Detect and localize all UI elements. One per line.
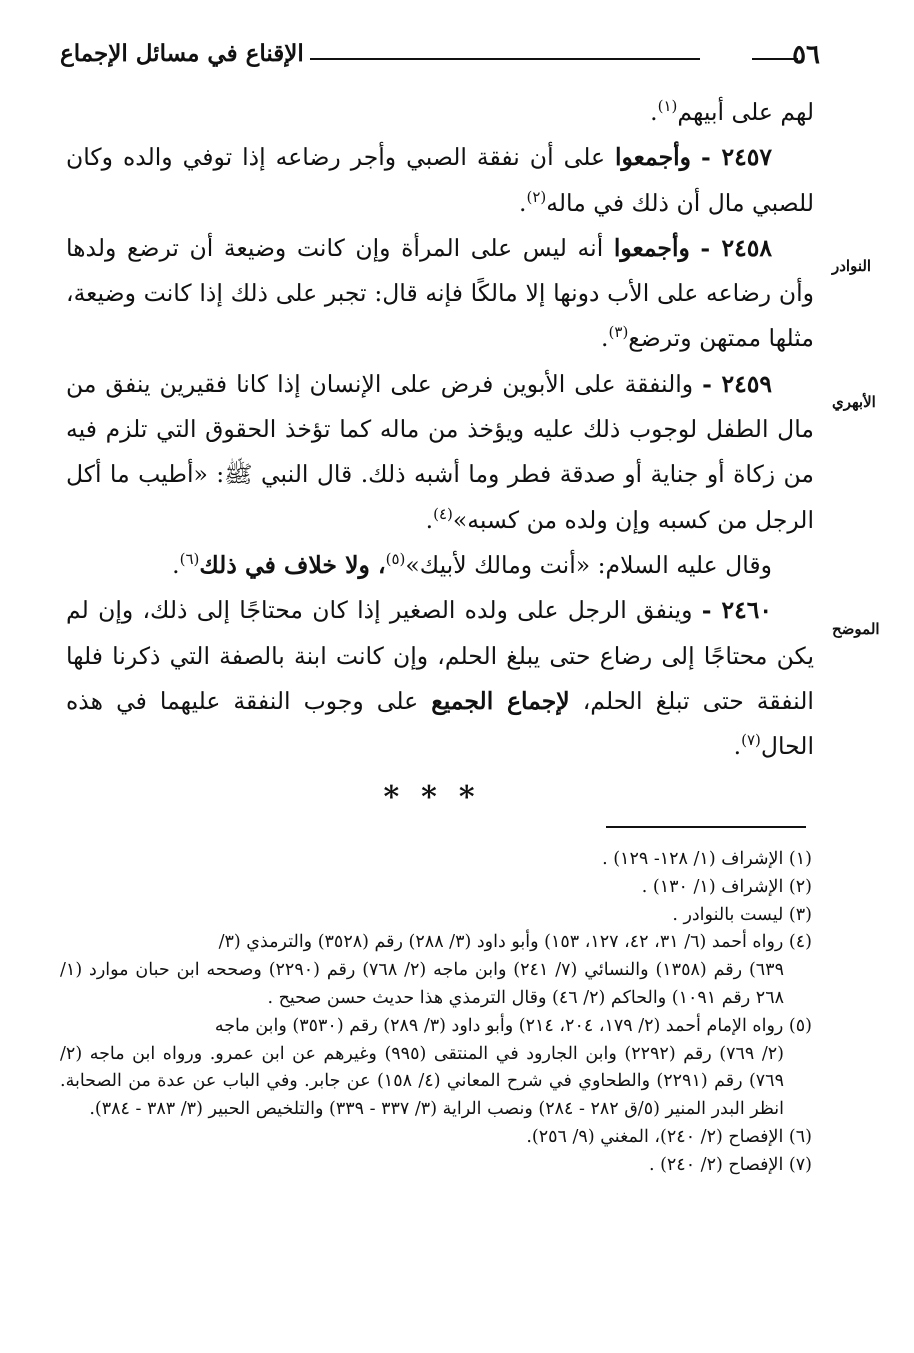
- paragraph-2459: [66, 362, 814, 543]
- footnote-4-continued: ٦٣٩) رقم (١٣٥٨) والنسائي (٧/ ٢٤١) وابن ماجه (٢/ ٧٦٨) رقم (٢٢٩٠) وصححه ابن حبان موارد (١/ ٢٦٨ رقم ١٠٩١) والحاكم (٢/ ٤٦) وقال الترمذي هذا حديث حسن صحيح .: [60, 960, 784, 1008]
- footnote-7: (٧) الإفصاح (٢/ ٢٤٠) .: [648, 1154, 812, 1175]
- footnote-6: (٦) الإفصاح (٢/ ٢٤٠)، المغني (٩/ ٢٥٦).: [526, 1126, 812, 1147]
- footnote-ref: (٢): [526, 187, 547, 206]
- footnote-5: (٥) رواه الإمام أحمد (٢/ ١٧٩، ٢٠٤، ٢١٤) وأبو داود (٣/ ٢٨٩) رقم (٣٥٣٠) وابن ماجه: [214, 1015, 812, 1036]
- paragraph-continuation: [66, 90, 814, 135]
- bold-text: لإجماع الجميع: [431, 686, 570, 715]
- lead-word: وأجمعوا: [613, 233, 690, 262]
- footnote-ref: (٥): [385, 550, 406, 569]
- footnotes: [60, 846, 812, 1180]
- period: .: [650, 98, 658, 126]
- margin-label-abhari: الأبهري: [832, 393, 876, 411]
- paragraph-text: وينفق الرجل على ولده الصغير إذا كان محتاجًا إلى ذلك، وإن لم يكن محتاجًا إلى رضاع حتى يبلغ الحلم، وإن كانت ابنة بالصفة التي ذكرنا فلها النفقة حتى تبلغ الحلم،: [66, 596, 814, 715]
- header-rule-short: [752, 58, 798, 60]
- margin-label-mudih: الموضح: [832, 620, 880, 638]
- margin-label-nawadir: النوادر: [832, 257, 872, 275]
- paragraph-2457: [66, 135, 814, 226]
- footnote-3: (٣) ليست بالنوادر .: [672, 904, 812, 925]
- bold-text: ، ولا خلاف في ذلك: [199, 550, 386, 579]
- footnote-ref: (٣): [608, 323, 629, 342]
- footnote-ref: (٧): [741, 731, 761, 750]
- footnote-ref: (٤): [433, 504, 453, 523]
- paragraph-2458: [66, 226, 814, 362]
- period: .: [601, 324, 609, 353]
- paragraph-text: والنفقة على الأبوين فرض على الإنسان إذا كانا فقيرين ينفق من مال الطفل لوجوب ذلك عليه ويؤخذ من ماله كما تؤخذ الحقوق التي تلزم فيه من زكاة أو جناية أو صدقة فطر وما أشبه ذلك. قال النبي ﷺ: «أطيب ما أكل الرجل من كسبه وإن ولده من كسبه»: [66, 369, 814, 534]
- section-divider-stars: ***: [383, 780, 497, 816]
- period: .: [733, 732, 742, 761]
- running-title: الإقناع في مسائل الإجماع: [60, 40, 304, 67]
- entry-number: ٢٤٥٨ -: [700, 233, 772, 262]
- paragraph-text: لهم على أبيهم: [677, 98, 814, 126]
- page-number: ٥٦: [792, 40, 820, 70]
- footnote-4: (٤) رواه أحمد (٦/ ٣١، ٤٢، ١٢٧، ١٥٣) وأبو داود (٣/ ٢٨٨) رقم (٣٥٢٨) والترمذي (٣/: [218, 932, 812, 953]
- footnote-separator: [606, 826, 806, 828]
- page-header: [60, 36, 820, 76]
- entry-number: ٢٤٦٠ -: [701, 596, 772, 625]
- period: .: [519, 188, 527, 217]
- paragraph-hadith: [66, 543, 814, 588]
- paragraph-text: وقال عليه السلام: «أنت ومالك لأبيك»: [405, 550, 772, 579]
- footnote-ref: (١): [657, 97, 678, 116]
- footnote-2: (٢) الإشراف (١/ ١٣٠) .: [641, 876, 812, 897]
- period: .: [172, 550, 180, 579]
- paragraph-text: أنه ليس على المرأة وإن كانت وضيعة أن ترضع ولدها وأن رضاعه على الأب دونها إلا مالكًا فإنه قال: تجبر على ذلك إذا كانت وضيعة، مثلها ممتهن وترضع: [66, 233, 814, 353]
- period: .: [425, 505, 434, 534]
- entry-number: ٢٤٥٩ -: [702, 369, 772, 398]
- paragraph-text: على وجوب النفقة عليهما في هذه الحال: [66, 686, 814, 761]
- paragraph-2460: [66, 588, 814, 769]
- paragraph-text: على أن نفقة الصبي وأجر رضاعه إذا توفي والده وكان للصبي مال أن ذلك في ماله: [66, 143, 814, 217]
- entry-number: ٢٤٥٧ -: [701, 143, 772, 172]
- body-text: [66, 90, 814, 821]
- footnote-ref: (٦): [179, 550, 200, 569]
- lead-word: وأجمعوا: [615, 143, 692, 172]
- footnote-1: (١) الإشراف (١/ ١٢٨- ١٢٩) .: [602, 849, 812, 869]
- footnote-5-continued: (٢/ ٧٦٩) رقم (٢٢٩٢) وابن الجارود في المنتقى (٩٩٥) وغيرهم عن ابن عمرو. ورواه ابن ماجه (٢/ ٧٦٩) رقم (٢٢٩١) والطحاوي في شرح المعاني (٤/ ١٥٨) عن جابر. وفي الباب عن عدة من الصحابة. انظر البدر المنير (٥/ق ٢٨٢ - ٢٨٤) ونصب الراية (٣/ ٣٣٧ - ٣٣٩) والتلخيص الحبير (٣/ ٣٨٣ - ٣٨٤).: [60, 1043, 784, 1120]
- header-rule-long: [310, 58, 700, 60]
